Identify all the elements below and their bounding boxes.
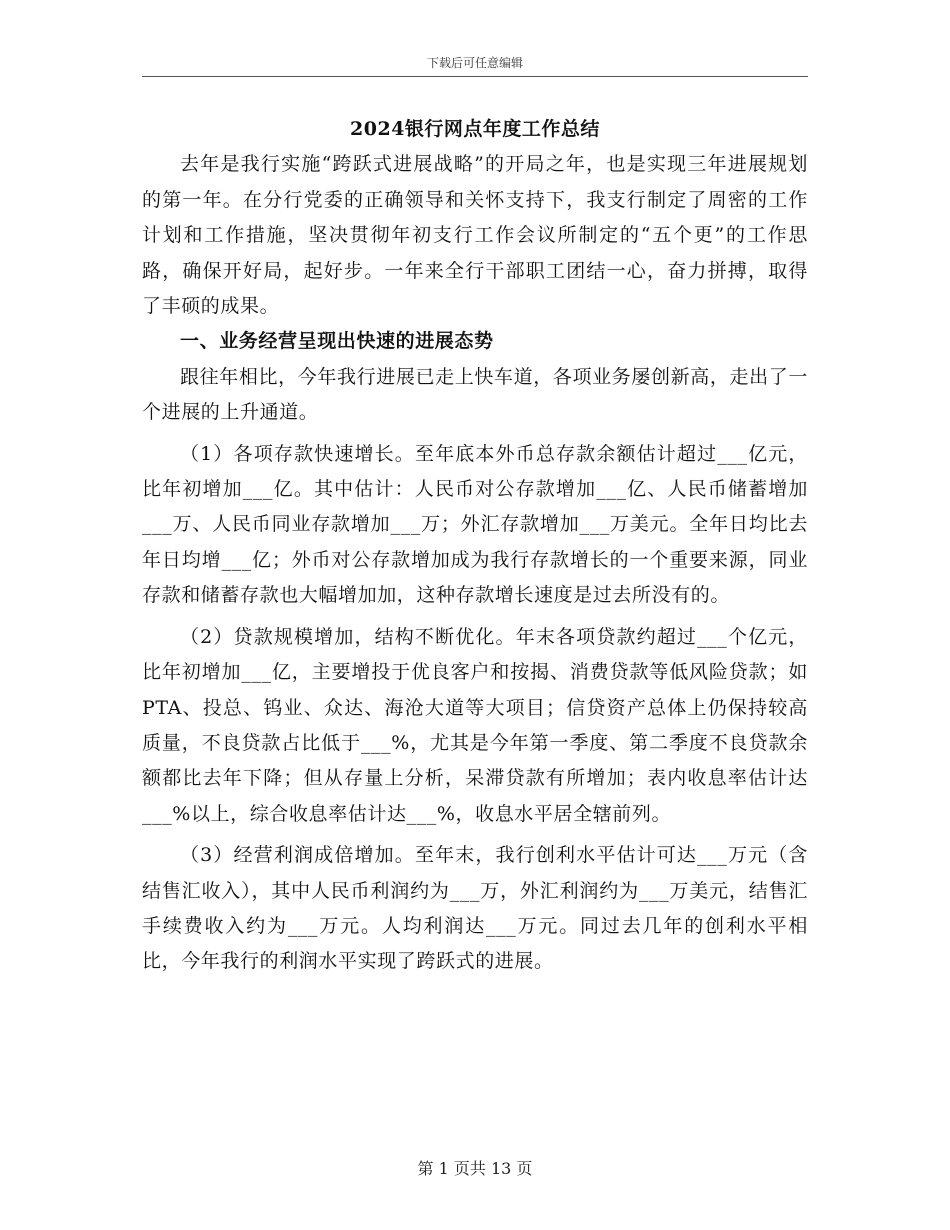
section-lead-paragraph: 跟往年相比，今年我行进展已走上快车道，各项业务屡创新高，走出了一个进展的上升通道。 bbox=[142, 365, 808, 424]
header-divider bbox=[142, 76, 808, 77]
header-note: 下载后可任意编辑 bbox=[426, 56, 523, 70]
deposit-growth-paragraph: （1）各项存款快速增长。至年底本外币总存款余额估计超过___亿元，比年初增加___亿。其中估计：人民币对公存款增加___亿、人民币储蓄增加___万、人民币同业存款增加___万；外汇存款增加___万美元。全年日均比去年日均增___亿；外币对公存款增加成为我行存款增长的一个重要来源，同业存款和储蓄存款也大幅增加加，这种存款增长速度是过去所没有的。 bbox=[142, 442, 808, 607]
document-body bbox=[142, 112, 808, 980]
document-title: 2024银行网点年度工作总结 bbox=[350, 118, 600, 140]
loan-growth-paragraph: （2）贷款规模增加，结构不断优化。年末各项贷款约超过___个亿元，比年初增加___亿，主要增投于优良客户和按揭、消费贷款等低风险贷款；如PTA、投总、钨业、众达、海沧大道等大项目；信贷资产总体上仍保持较高质量，不良贷款占比低于___%，尤其是今年第一季度、第二季度不良贷款余额都比去年下降；但从存量上分析，呆滞贷款有所增加；表内收息率估计达___%以上，综合收息率估计达___%，收息水平居全辖前列。 bbox=[142, 625, 808, 825]
intro-paragraph: 去年是我行实施“跨跃式进展战略”的开局之年，也是实现三年进展规划的第一年。在分行党委的正确领导和关怀支持下，我支行制定了周密的工作计划和工作措施，坚决贯彻年初支行工作会议所制定的“五个更”的工作思路，确保开好局，起好步。一年来全行干部职工团结一心，奋力拼搏，取得了丰硕的成果。 bbox=[142, 153, 808, 318]
section-heading: 一、业务经营呈现出快速的进展态势 bbox=[180, 330, 494, 353]
page-number: 第 1 页共 13 页 bbox=[417, 1159, 533, 1178]
profit-growth-paragraph: （3）经营利润成倍增加。至年末，我行创利水平估计可达___万元（含结售汇收入），其中人民币利润约为___万，外汇利润约为___万美元，结售汇手续费收入约为___万元。人均利润达___万元。同过去几年的创利水平相比，今年我行的利润水平实现了跨跃式的进展。 bbox=[142, 844, 808, 973]
